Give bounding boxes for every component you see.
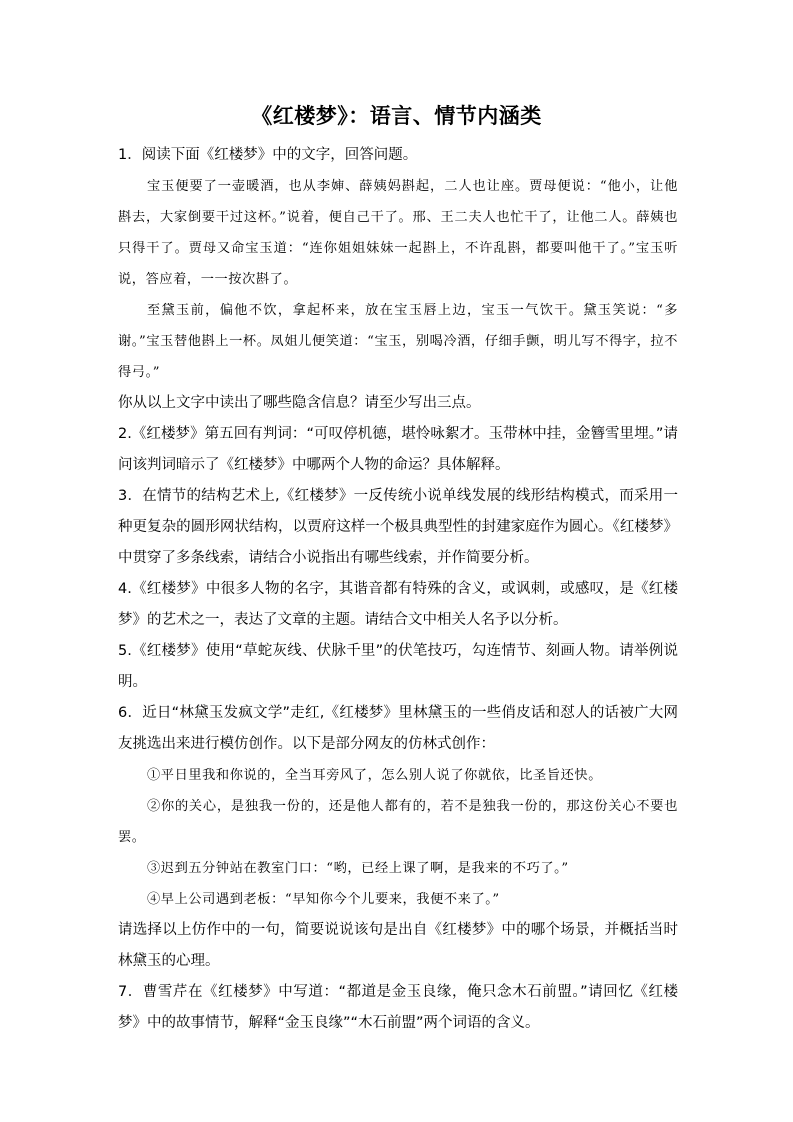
question-7: 7．曹雪芹在《红楼梦》中写道：“都道是金玉良缘，俺只念木石前盟。”请回忆《红楼梦》中的故事情节，解释“金玉良缘”“木石前盟”两个词语的含义。	[118, 984, 678, 1031]
question-3: 3．在情节的结构艺术上,《红楼梦》一反传统小说单线发展的线形结构模式，而采用一种更复杂的圆形网状结构，以贾府这样一个极具典型性的封建家庭作为圆心。《红楼梦》中贯穿了多条线索，请结合小说指出有哪些线索，并作简要分析。	[118, 488, 678, 566]
question-2: 2.《红楼梦》第五回有判词：“可叹停机德，堪怜咏絮才。玉带林中挂，金簪雪里埋。”请问该判词暗示了《红楼梦》中哪两个人物的命运？具体解释。	[118, 426, 678, 473]
question-6-imitation-4: ④早上公司遇到老板：“早知你今个儿要来，我便不来了。”	[147, 892, 500, 907]
question-1-prompt: 1．阅读下面《红楼梦》中的文字，回答问题。	[118, 147, 418, 163]
question-6-imitation-1: ①平日里我和你说的，全当耳旁风了，怎么别人说了你就依，比圣旨还快。	[147, 768, 602, 783]
question-6-question: 请选择以上仿作中的一句，简要说说该句是出自《红楼梦》中的哪个场景，并概括当时林黛玉的心理。	[118, 922, 678, 969]
page-title: 《红楼梦》：语言、情节内涵类	[251, 103, 542, 128]
question-4: 4.《红楼梦》中很多人物的名字，其谐音都有特殊的含义，或讽刺，或感叹，是《红楼梦》的艺术之一，表达了文章的主题。请结合文中相关人名予以分析。	[118, 581, 678, 628]
question-1-passage-paragraph-1: 宝玉便要了一壶暖酒，也从李婶、薛姨妈斟起，二人也让座。贾母便说：“他小，让他斟去，大家倒要干过这杯。”说着，便自己干了。邢、王二夫人也忙干了，让他二人。薛姨也只得干了。贾母又命宝玉道：“连你姐姐妹妹一起斟上，不许乱斟，都要叫他干了。”宝玉听说，答应着，一一按次斟了。	[118, 179, 678, 287]
question-5: 5.《红楼梦》使用“草蛇灰线、伏脉千里”的伏笔技巧，勾连情节、刻画人物。请举例说明。	[118, 643, 678, 690]
question-1-question: 你从以上文字中读出了哪些隐含信息？请至少写出三点。	[118, 395, 481, 411]
question-6-imitation-3: ③迟到五分钟站在教室门口：“哟，已经上课了啊，是我来的不巧了。”	[147, 861, 569, 876]
question-6-imitation-2: ②你的关心，是独我一份的，还是他人都有的，若不是独我一份的，那这份关心不要也罢。	[118, 799, 678, 845]
question-1-passage-paragraph-2: 至黛玉前，偏他不饮，拿起杯来，放在宝玉唇上边，宝玉一气饮干。黛玉笑说：“多谢。”宝玉替他斟上一杯。凤姐儿便笑道：“宝玉，别喝冷酒，仔细手颤，明儿写不得字，拉不得弓。”	[118, 303, 678, 380]
question-6-prompt: 6．近日“林黛玉发疯文学”走红,《红楼梦》里林黛玉的一些俏皮话和怼人的话被广大网友挑选出来进行模仿创作。以下是部分网友的仿林式创作：	[118, 705, 678, 752]
document-body	[118, 140, 678, 1039]
